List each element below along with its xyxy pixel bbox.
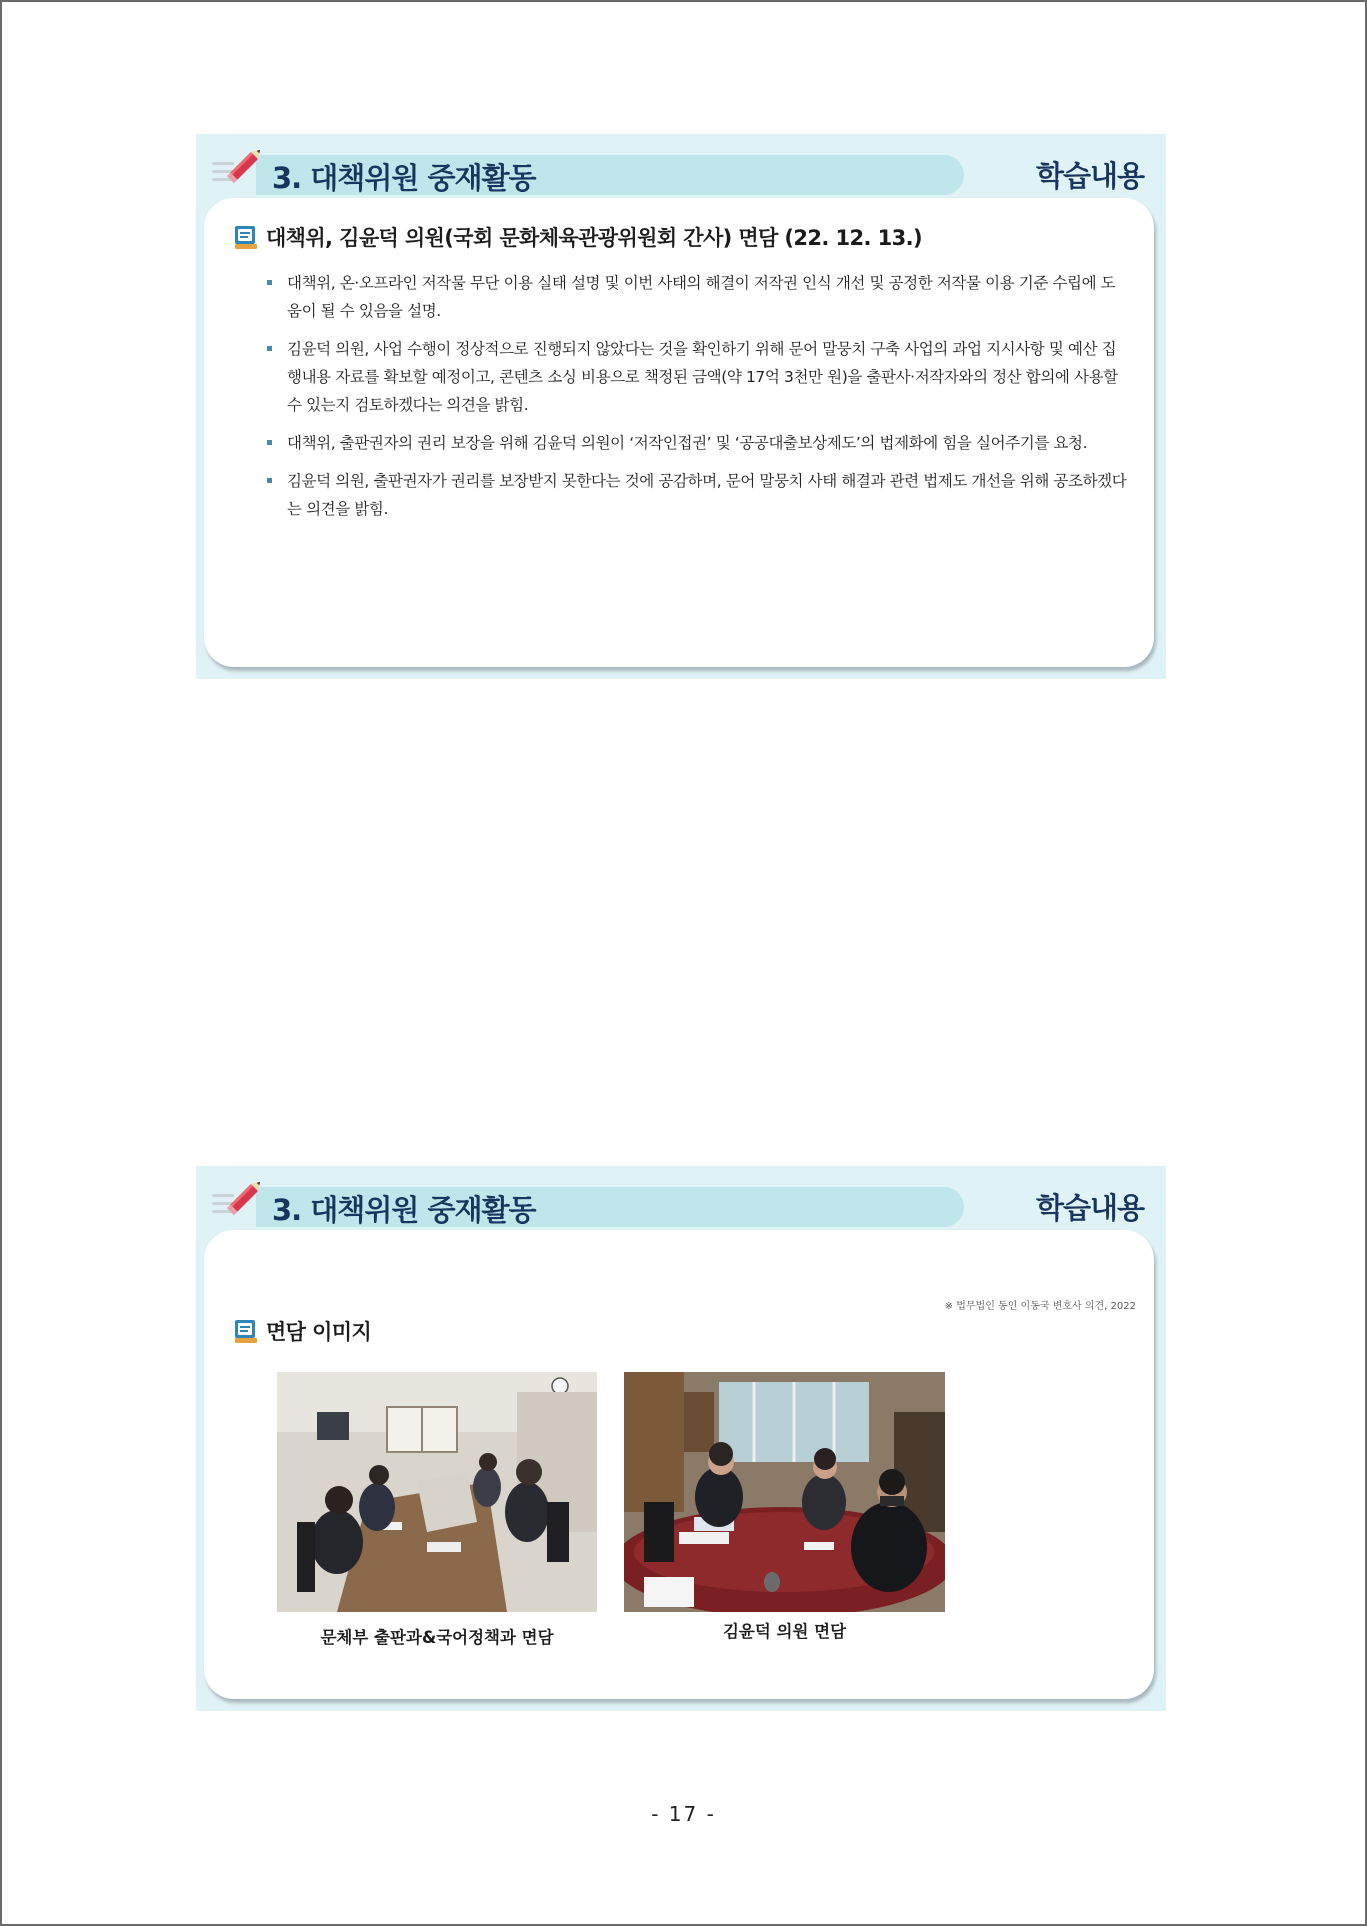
bullet-item: 김윤덕 의원, 사업 수행이 정상적으로 진행되지 않았다는 것을 확인하기 위해 문어 말뭉치 구축 사업의 과업 지시사항 및 예산 집행내용 자료를 확보할 예정이고, 콘텐츠 소싱 비용으로 책정된 금액(약 17억 3천만 원)을 출판사·저작자와의 정산 합의에 사용할 수 있는지 검토하겠다는 의견을 밝힘. [267, 335, 1127, 419]
bullet-item: 김윤덕 의원, 출판권자가 권리를 보장받지 못한다는 것에 공감하며, 문어 말뭉치 사태 해결과 관련 법제도 개선을 위해 공조하겠다는 의견을 밝힘. [267, 467, 1127, 523]
photo-caption: 문체부 출판과&국어정책과 면담 [320, 1628, 554, 1647]
slide-2 [196, 1166, 1166, 1711]
bullet-item: 대책위, 온·오프라인 저작물 무단 이용 실태 설명 및 이번 사태의 해결이 저작권 인식 개선 및 공정한 저작물 이용 기준 수립에 도움이 될 수 있음을 설명. [267, 269, 1127, 325]
meeting-photo-assembly [624, 1372, 945, 1612]
slide-title: 3. 대책위원 중재활동 [272, 161, 536, 195]
book-icon [232, 1317, 260, 1345]
section-subtitle: 면담 이미지 [266, 1320, 372, 1344]
book-icon [232, 223, 260, 251]
photo-caption: 김윤덕 의원 면담 [722, 1622, 847, 1641]
bullet-list [267, 269, 1127, 533]
section-subtitle: 대책위, 김윤덕 의원(국회 문화체육관광위원회 간사) 면담 (22. 12. 13.) [266, 226, 923, 250]
page-number: - 17 - [651, 1802, 716, 1826]
section-label: 학습내용 [1035, 159, 1144, 193]
content-panel [204, 1230, 1154, 1699]
section-label: 학습내용 [1035, 1191, 1144, 1225]
pencil-icon [224, 1174, 268, 1218]
source-note: ※ 법무법인 동인 이동국 변호사 의견, 2022 [944, 1301, 1136, 1312]
slide-title: 3. 대책위원 중재활동 [272, 1193, 536, 1227]
pencil-icon [224, 142, 268, 186]
slide-1 [196, 134, 1166, 679]
content-panel [204, 198, 1154, 667]
meeting-photo-ministry [277, 1372, 597, 1612]
bullet-item: 대책위, 출판권자의 권리 보장을 위해 김윤덕 의원이 ‘저작인접권’ 및 ‘공공대출보상제도’의 법제화에 힘을 실어주기를 요청. [267, 429, 1127, 457]
